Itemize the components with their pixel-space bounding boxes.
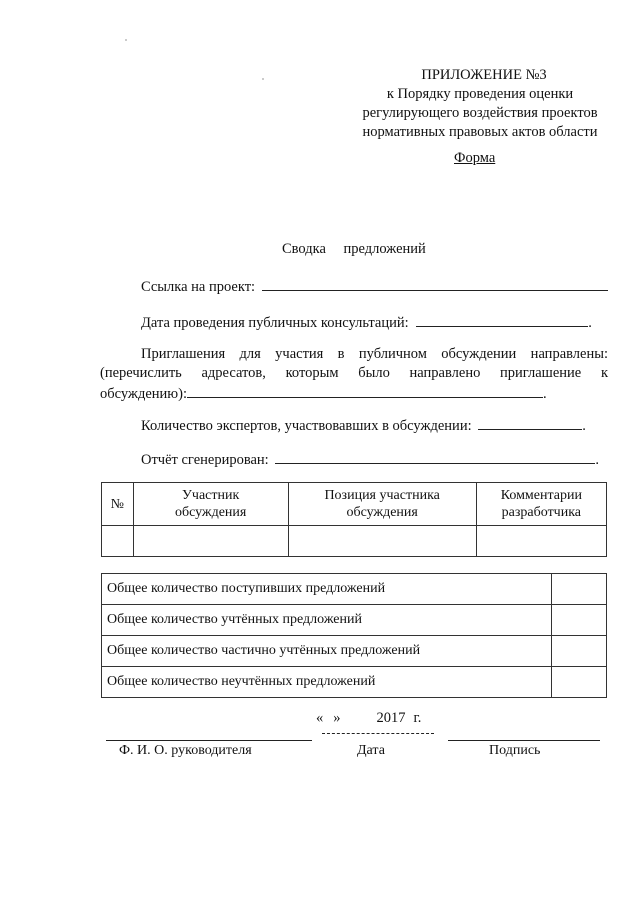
scan-speck	[125, 39, 127, 41]
date-quote-open: «	[316, 710, 324, 726]
summary-label-partial: Общее количество частично учтённых предложений	[102, 636, 552, 667]
col-number-header: №	[102, 483, 134, 526]
signature-date-text	[316, 710, 421, 727]
project-link-label: Ссылка на проект:	[141, 279, 256, 295]
appendix-number: ПРИЛОЖЕНИЕ №3	[421, 67, 547, 83]
summary-value-received[interactable]	[552, 574, 607, 605]
table-row	[102, 574, 607, 605]
table-row	[102, 667, 607, 698]
experts-count-blank[interactable]	[478, 415, 582, 430]
scan-speck	[262, 78, 264, 80]
col-participant-header: Участник обсуждения	[133, 483, 288, 526]
col-comments-header: Комментарии разработчика	[476, 483, 606, 526]
summary-label-rejected: Общее количество неучтённых предложений	[102, 667, 552, 698]
consult-date-row: Дата проведения публичных консультаций: .	[141, 312, 592, 332]
invitations-line-1: Приглашения для участия в публичном обсуждении направлены:	[141, 346, 608, 362]
summary-value-accepted[interactable]	[552, 605, 607, 636]
date-quote-close: »	[333, 710, 341, 726]
report-generated-blank[interactable]	[275, 449, 595, 464]
appendix-line-1: к Порядку проведения оценки	[386, 86, 574, 102]
appendix-header	[330, 66, 630, 142]
cell-comments[interactable]	[476, 526, 606, 557]
cell-participant[interactable]	[133, 526, 288, 557]
sign-label: Подпись	[489, 743, 541, 758]
date-label: Дата	[357, 743, 385, 758]
summary-value-rejected[interactable]	[552, 667, 607, 698]
cell-position[interactable]	[288, 526, 476, 557]
experts-count-row: Количество экспертов, участвовавших в обсуждении: .	[141, 415, 586, 435]
col-position-header: Позиция участника обсуждения	[288, 483, 476, 526]
cell-number[interactable]	[102, 526, 134, 557]
invitations-line-3: обсуждению):	[100, 386, 187, 402]
summary-label-accepted: Общее количество учтённых предложений	[102, 605, 552, 636]
table-row	[102, 526, 607, 557]
report-generated-label: Отчёт сгенерирован:	[141, 452, 269, 468]
date-year-suffix: г.	[413, 710, 422, 726]
consult-date-blank[interactable]	[416, 312, 588, 327]
summary-value-partial[interactable]	[552, 636, 607, 667]
participants-table	[101, 482, 607, 557]
signature-line[interactable]	[448, 740, 600, 741]
head-name-line[interactable]	[106, 740, 312, 741]
appendix-line-2: регулирующего воздействия проектов	[362, 105, 598, 121]
project-link-row	[141, 276, 608, 296]
head-name-label: Ф. И. О. руководителя	[119, 743, 252, 758]
date-dashed-line[interactable]	[322, 733, 434, 734]
form-label: Форма	[454, 150, 496, 166]
table-row	[102, 636, 607, 667]
participants-header-row	[102, 483, 607, 526]
experts-count-label: Количество экспертов, участвовавших в обсуждении:	[141, 418, 472, 434]
invitations-paragraph: Приглашения для участия в публичном обсуждении направлены: (перечислить адресатов, которым было направлено приглашение к обсуждению): .	[100, 346, 608, 402]
summary-label-received: Общее количество поступивших предложений	[102, 574, 552, 605]
document-title: Сводка предложений	[282, 241, 426, 257]
appendix-line-3: нормативных правовых актов области	[362, 124, 598, 140]
project-link-blank[interactable]	[262, 276, 608, 291]
table-row	[102, 605, 607, 636]
invitations-line-2: (перечислить адресатов, которым было направлено приглашение к	[100, 365, 608, 381]
invitations-blank[interactable]	[187, 383, 543, 398]
summary-table	[101, 573, 607, 698]
consult-date-label: Дата проведения публичных консультаций:	[141, 315, 409, 331]
report-generated-row: Отчёт сгенерирован: .	[141, 449, 599, 469]
date-year: 2017	[376, 710, 406, 726]
